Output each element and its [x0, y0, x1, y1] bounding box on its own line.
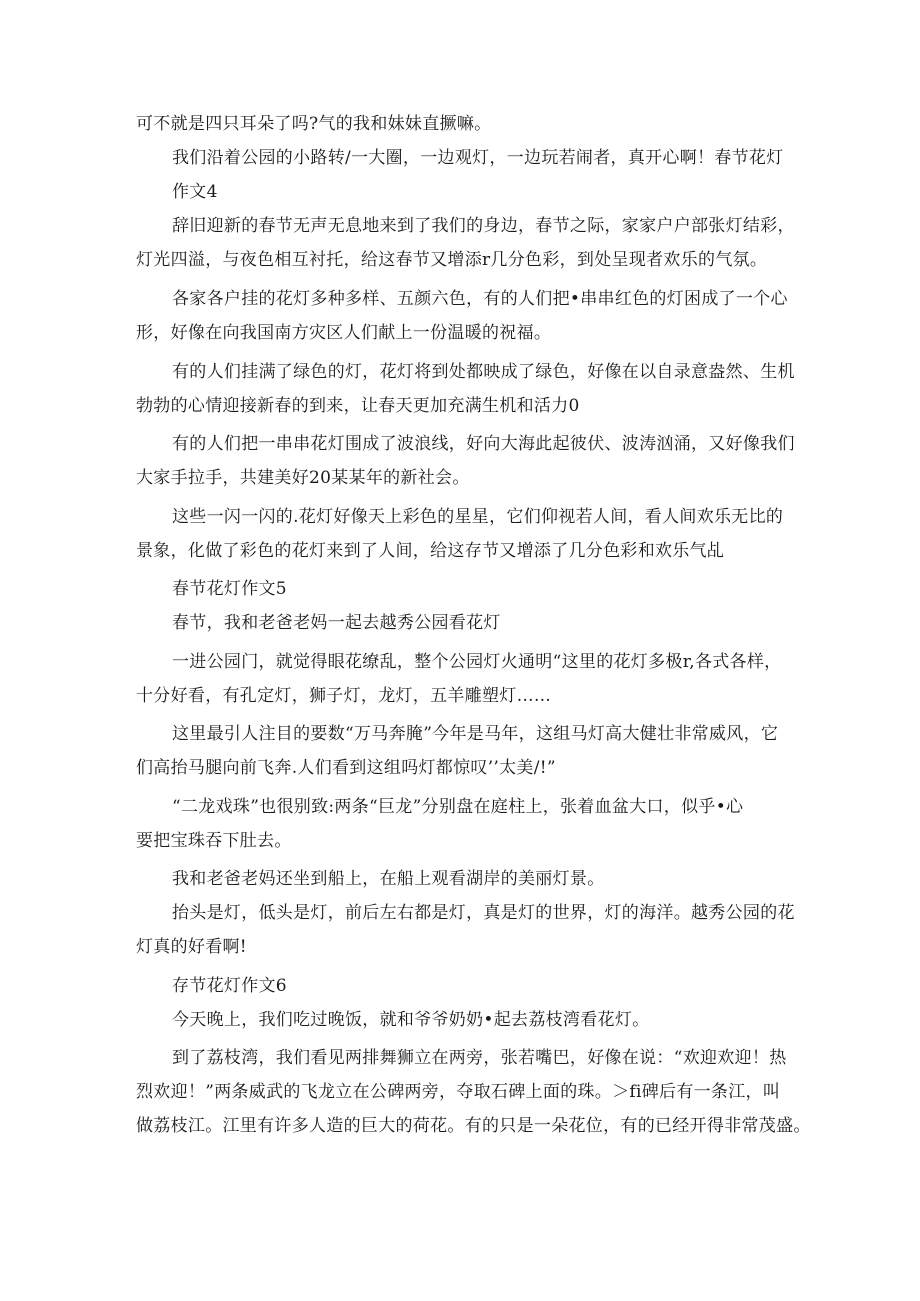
- text-line: 可不就是四只耳朵了吗?气的我和妹妹直撅嘛。: [136, 114, 492, 134]
- text-line: “二龙戏珠”也很别致:两条“巨龙”分别盘在庭柱上，张着血盆大口，似乎•心: [172, 797, 744, 817]
- text-line: 形，好像在向我国南方灾区人们献上一份温暖的祝福。: [136, 323, 552, 343]
- text-line: 春节，我和老爸老妈一起去越秀公园看花灯: [172, 613, 501, 633]
- text-line: 抬头是灯，低头是灯，前后左右都是灯，真是灯的世界，灯的海洋。越秀公园的花: [172, 903, 795, 923]
- text-line: 到了荔枝湾，我们看见两排舞狮立在两旁，张若嘴巴，好像在说：“欢迎欢迎！热: [172, 1048, 787, 1068]
- text-line: 勃勃的心情迎接新春的到来，让春天更加充满生机和活力0: [136, 396, 580, 416]
- text-line: 灯光四溢，与夜色相互衬托，给这春节又增添r几分色彩，到处呈现者欢乐的气氛。: [136, 250, 768, 270]
- text-line: 做荔枝江。江里有许多人造的巨大的荷花。有的只是一朵花位，有的已经开得非常茂盛。: [136, 1116, 811, 1136]
- section-heading: 作文4: [172, 182, 218, 202]
- text-line: 要把宝珠吞下肚去。: [136, 831, 292, 851]
- text-line: 今天晚上，我们吃过晚饭，就和爷爷奶奶•起去荔枝湾看花灯。: [172, 1010, 650, 1030]
- section-heading: 春节花灯作文5: [172, 579, 287, 599]
- text-line: 我们沿着公园的小路转/一大圈，一边观灯，一边玩若闹者，真开心啊！春节花灯: [172, 148, 784, 168]
- text-line: 我和老爸老妈还坐到船上，在船上观看湖岸的美丽灯景。: [172, 869, 605, 889]
- text-line: 这些一闪一闪的.花灯好像天上彩色的星星，它们仰视若人间，看人间欢乐无比的: [172, 507, 784, 527]
- text-line: 烈欢迎！”两条威武的飞龙立在公碑两旁，夺取石碑上面的珠。＞fi碑后有一条江，叫: [136, 1082, 781, 1102]
- section-heading: 存节花灯作文6: [172, 976, 287, 996]
- text-line: 有的人们挂满了绿色的灯，花灯将到处都映成了绿色，好像在以自录意盎然、生机: [172, 362, 795, 382]
- text-line: 有的人们把一串串花灯围成了波浪线，好向大海此起彼伏、波涛汹涌，又好像我们: [172, 434, 795, 454]
- text-line: 们高抬马腿向前飞奔.人们看到这组吗灯都惊叹’’太美/!”: [136, 758, 556, 778]
- text-line: 大家手拉手，共建美好20某某年的新社会。: [136, 468, 470, 488]
- text-line: 景象，化做了彩色的花灯来到了人间，给这存节又增添了几分色彩和欢乐气乩: [136, 541, 725, 561]
- text-line: 这里最引人注目的要数“万马奔腌”今年是马年，这组马灯高大健壮非常威风，它: [172, 724, 779, 744]
- text-line: 辞旧迎新的春节无声无息地来到了我们的身边，春节之际，家家户户部张灯结彩，: [172, 216, 795, 236]
- text-line: 一进公园门，就觉得眼花缭乱，整个公园灯火通明“这里的花灯多极r,各式各样，: [172, 652, 782, 672]
- text-line: 各家各户挂的花灯多种多样、五颜六色，有的人们把•串串红色的灯困成了一个心: [172, 289, 788, 309]
- text-line: 十分好看，有孔定灯，狮子灯，龙灯，五羊雕塑灯……: [136, 686, 552, 706]
- text-line: 灯真的好看啊!: [136, 937, 247, 957]
